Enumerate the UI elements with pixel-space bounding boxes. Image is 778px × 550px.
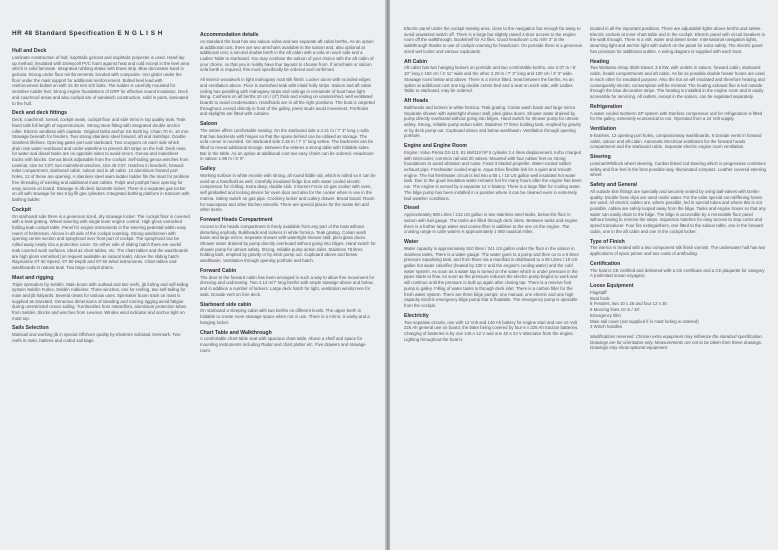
section-heading: Mast and rigging bbox=[12, 274, 54, 281]
list-item: Emergency tiller bbox=[590, 312, 622, 318]
section-col2-cont-1 bbox=[200, 77, 376, 117]
section-aft-heads bbox=[404, 98, 582, 139]
section-col4-cont-0 bbox=[590, 26, 766, 55]
section-body: Mainsail and working jib in special Offshore quality by Elvström Sobstad, Denmark. Two reefs in main, battens and coded sail bags. bbox=[12, 332, 181, 344]
section-body: Bulkheads and lockers in white formica. Teak grating. Corian wash basin and large mirror. Separate shower with watertight shower stall, plexi glass doors. Shower water drained by pump directly overboard without going into bilges. Hand switch for shower pump for utmost safety. Strong, reliable pump action toilet. Stainless 77 litres holding tank, emptied by gravity or by deck pump out. Cupboard above and below washbasin. Ventilation through opening porthole. bbox=[404, 104, 581, 139]
section-body: As standard the boat has two saloon sofas and two separate aft cabin berths. As an option at additional cost, there are two armchairs available in the saloon and, also optional at additional cost, a second double berth in the aft cabin with a sofa on each side and a Ladies Table to starboard. You may combine the saloon of your choice with the aft cabin of your choice, so that you in reality have four layouts to choose from. If armchairs or saloon sofa berth is required, this must specifically be ordered and confirmed. bbox=[200, 38, 374, 73]
section-body: Access to the heads compartment is freely available from any part of the boat without disturbing anybody. Bulkheads and lockers in white formica. Teak grating. Corian wash basin and large mirror. Separate shower with watertight shower stall, plexi glass doors. Shower water drained by pump directly overboard without going into bilges. Hand switch for shower pump for utmost safety. Strong, reliable pump action toilet. Stainless 78 litres holding tank, emptied by gravity or by deck pump out. Cupboard above and below washbasin. Ventilation through opening porthole and hatch. bbox=[200, 223, 376, 264]
section-body: Deck, coachroof, toerail, cockpit seats, cockpit floor and side trims in top quality teak. Teak hand rails full length of superstructure. Strong stem fitting with integrated double anchor roller. Electric windlass with capstan. Original Delta anchor SS 8x25 kg. Chain 70 m, 10 mm. Stowage beneath for fenders. Two strong stainless steel forward, aft and midships. Double stainless lifelines. Opening gates port and starboard. Two scuppers on each side which drain rain water overboard and under waterline to prevent dirt stripe on the hull. Deck rows for water and diesel tanks are on opposite sides to avoid errors. Genoa and mainsheet tracks with blocks. Genoa block adjustable from the cockpit. Self-tailing genoa winches from Lewmar, size 54 CST, two mainsheet winches, size 46 CST. Hatches in foredeck, forward toilet compartment, starboard cabin, saloon and in aft cabin. 13 aluminium framed port holes, 12 of these are opening. A stainless steel swim ladder ladder fits the mast for problem free threading of existing and additional mast cables. Pulpit and pushpit have opening for easy access on board. Stowage in aft deck lazarette locker. There is a separate gas locker on aft with stowage for two 6 kg fill gas cylinders. Integrated bathing platform in transom with bathing ladder. bbox=[12, 117, 190, 202]
section-heading: Sails Selection bbox=[12, 325, 49, 332]
section-body: A water cooled Isotherm SP system with Danfoss compressor unit for refrigeration is fitted for the galley, extremely economical to run. Operated from a 24 Volt supply. bbox=[590, 110, 763, 122]
column-1 bbox=[12, 48, 190, 348]
section-type-of-finish bbox=[590, 239, 766, 257]
section-body: The door to the forward cabin has been arranged in such a way to allow free movement for dressing and undressing. Two 2.13 m/7' long berths with ample stowage above and below, and in addition a number of lockers. Large deck hatch for light, ventilation windscreen for sails. Dorade vent on fore deck. bbox=[200, 274, 375, 297]
section-sails-selection bbox=[12, 325, 190, 343]
section-body: Lewmar/Whitlock wheel steering. Cardan linked rod steering which is progressive combines safety and fine feel in the best possible way. Illuminated compass. Leather covered steering wheel. bbox=[590, 160, 766, 178]
section-mast-and-rigging bbox=[12, 275, 190, 322]
section-diesel bbox=[404, 205, 582, 235]
section-heading: Engine and Engine Room bbox=[404, 143, 467, 150]
section-heading: Refrigeration bbox=[590, 103, 623, 110]
section-heating bbox=[590, 59, 766, 100]
section-heading: Heating bbox=[590, 58, 610, 65]
section-starboard-side-cabin bbox=[200, 302, 376, 326]
section-engine-and-engine-room bbox=[404, 143, 582, 201]
section-body: Laminate construction of hull; isophtalic gelcoat and isophtalic polyester is used. Hand lay-up method, insulated with Divinycell PVC foam against heat and cold except in the keel area which is solid laminate. Integrated rubbing strake with brass strip. Blue decorative band in gelcoat. Strong under floor reinforcements, bonded with composite. Iron girder under the floor under the mast support for additional reinforcement. Bolted keel lead with reinforcement bolted on with 15 30 mm S/S bolts. The rudder is carefully mounted for sensitive rudder feel. Strong engine foundations of GRP for effective sound insulation. Deck and coachroof areas and also cockpit are of sandwich construction, solid in parts, laminated to the hull. bbox=[12, 54, 190, 106]
section-water bbox=[404, 239, 582, 309]
section-col4-cont-9 bbox=[590, 334, 766, 351]
section-heading: Galley bbox=[200, 166, 216, 173]
section-col3-cont-0 bbox=[404, 26, 582, 55]
section-body: The interior is treated with a two component silk finish varnish. The underwater hull has two applications of epoxi primer and two coats of antifouling. bbox=[590, 245, 766, 257]
section-body: 5-hatches, 12 opening port holes, companionway washboards, 5 Dorade vents in forward cabin, saloon and aft cabin. Automatic Electrical ventilators for the forward heads compartment and the starboard cabin. Separate electric engine room ventilation. bbox=[590, 132, 762, 150]
section-body: located in all the important positions. There are adjustable lights above berths and settee. Electric sockets at inner chart table and in the cockpit. Electric panel with circuit breakers in the walk through. There is a volt, water and diesel meter. International navigation lights, steaming light and anchor light with switch on the panel for extra safety. The electric panel has provision for additional outlets. A wiring diagram is supplied with each boat. bbox=[590, 26, 766, 54]
section-safety-and-general bbox=[590, 182, 766, 235]
section-heading: Aft Cabin bbox=[404, 58, 428, 65]
section-body: On starboard side there is a generous sized, dry stowage locker. The cockpit floor is covered with a teak grating. Wheel steering with single lever engine control. High gloss varnished folding teak cockpit table. Panel for engine instruments in the steering pedestal within easy reach of helmsman. Alcove in aft side of the cockpit coaming. Strong windscreen with opening centre section and sprayhood over front part of cockpit. The sprayhood can be rolled away neatly into a protective cover. On either side of sliding hatch there are useful teak covered work surfaces. Ideal as chart tables, etc. The chart tables and the washboards are high gloss varnished (on request available as natural teak). Above the sliding hatch Raymarine ST 60 Speed, ST 60 Depth and ST 60 Wind instruments. Chart tables and washboards in natural teak. Two large cockpit drains. bbox=[12, 213, 190, 270]
section-heading: Safety and General bbox=[590, 181, 637, 188]
section-body: Two separate circuits, one with 12 Volt and 140 Ah battery for engine start and one 24 Volt 225 Ah general use on board, the latter being covered by four 6 v 225 Ah traction batteries. Charging of batteries is by one 140 A 12 V and one 40 A 24 V alternator from the engine. Lighting throughout the boat is bbox=[404, 319, 579, 342]
section-saloon bbox=[200, 121, 376, 162]
section-heading: Electricity bbox=[404, 312, 429, 319]
section-heading: Chart Table and Walkthrough bbox=[200, 329, 272, 336]
section-body: Approximately 600 Litres / 212 US gallon in two stainless steel tanks, below the floor in saloon with fuel gauge. The tanks are filled through deck inlets. Between tanks and engine there is a further large water and coarse filter in addition to the one on the engine. The cruising range in calm waters is approximately 1 060 nautical miles. bbox=[404, 212, 578, 235]
section-steering bbox=[590, 154, 766, 178]
section-heading: Hull and Deck bbox=[12, 48, 47, 54]
section-forward-cabin bbox=[200, 268, 376, 298]
section-body: Aft cabin has two hanging lockers on portside and two comfortable berths, one 2.07 m / 6' 10" long x 150 cm / 4' 11" wide and the other 2.20 m / 7' 3" long and 100 cm / 3' 3" wide. Stowage room below and above. There is a mirror fitted. Seat between the berths. As an option at additional cost one big double centre bed and a seat on each side, with Ladies Table to starboard, may be ordered. bbox=[404, 65, 577, 94]
column-4 bbox=[590, 26, 766, 355]
section-heading: Starboard side cabin bbox=[200, 301, 252, 308]
section-body: Water capacity is approximately 910 litres / 241 US gallon under the floor in the saloon in stainless tanks. There is a water gauge. The water goes to a pump and then on to a 5 litres pressure equalising tank, and from there via a manifold is distributed to a 55 Litres / 15 US gallon hot water calorifier (heated by 230 V and the engine's cooling water) and the cold water system. As soon as a water tap is turned on the water which is under pressure in the pipes starts to flow. As soon as the pressure reduces the electric pump begins to work and will continue until the pressure is built up again after closing tap. There is a reserve foot pump in galley. Filling of water tanks is through deck inlet. There is a carbon filter for the fresh water system. There are three bilge pumps: one manual, one electric and one high capacity electric emergency bilge pump that is floatable. The emergency pump is operable from the cockpit. bbox=[404, 245, 579, 308]
section-body: On starboard a sleeping cabin with two berths on different levels. The upper berth is foldable to create more stowage space when not in use. There is a mirror, a vanity and a hanging locker. bbox=[200, 308, 370, 325]
document-title: HR 48 Standard Specification E N G L I S H bbox=[12, 30, 163, 37]
list-item: 3 Winch handles bbox=[590, 324, 623, 330]
section-body: All interior woodwork in light mahogany matt silk finish. Locker doors with rounded edges and ventilation above. Floor is varnished teak with inlaid holly strips. Saloon and aft cabin ceiling has panelling with mahogany strips and ceilings in remainder of boat have light lining. Cushions on all berths 10 cm / (4") thick and resting on unvarnished, well ventilated boards to avoid condensation. Handholds are in all the right positions. The boat is carpeted throughout, except directly in front of the galley, press studs avoid movement. Portholes and skylights are fitted with curtains. bbox=[200, 77, 375, 117]
equipment-list bbox=[590, 290, 766, 330]
section-heading: Forward Cabin bbox=[200, 267, 237, 274]
section-body: Electric panel under the cockpit seating area, close to the navigation but enough far away to avoid unwanted switch off. There is a large but slightly raised 2-door access to the engine room off the walkthrough. Bookshelf for A4 files. Good headroom 1.91 m/6' 3" in the walkthrough thanks to use of cockpit coaming for headroom. On portside there is a generous sized wet locker and various cupboards. bbox=[404, 26, 582, 54]
column-3 bbox=[404, 26, 582, 346]
section-body: The boat is CE certified and delivered with a CE certificate and a CE plaquette for category A (unlimited ocean voyages). bbox=[590, 267, 765, 279]
list-item: 6 Mooring lines 10 m / 33' bbox=[590, 307, 640, 313]
section-heading: Aft Heads bbox=[404, 97, 429, 104]
section-body: Triple spreaders by Seldén. Main boom with outhaul and two reefs, jib furling and self-tailing system Seldén Furlex. Seldén rodkicker. Three winches, one for reefing, two self-tailing for main and jib halyards. Several cleats for various uses. Spinnaker boom track on mast is supplied as standard. Generous dimensions of standing and running rigging avoid fatigue during unrestricted ocean sailing. Turnbuckles from Hasselfors, aluminium protection tubes from Seldén, blocks and winches from Lewmar. Windex wind indicator and anchor light on mast top. bbox=[12, 281, 189, 321]
section-body: Two Webasto Airtop 3500 Diesel, 3.5 kW, with outlets in saloon, forward cabin, starboard cabin, heads compartments and aft cabin. As far as possible double heater hoses are used in each other for insulated purpose. Also the hot air will insulated and therefore heating and consequently electric consumption will be minimal. The heating exhaust flue is led outside through the blue decorative stripe. The heating is installed in the engine room and is easily accessible for servicing. All outlets, except in the saloon, can be regulated separately. bbox=[590, 65, 765, 99]
section-forward-heads-compartment bbox=[200, 217, 376, 264]
left-page bbox=[0, 0, 388, 550]
section-heading: Steering bbox=[590, 153, 611, 160]
section-heading: Saloon bbox=[200, 121, 218, 128]
section-heading: Deck and deck fittings bbox=[12, 110, 68, 117]
section-heading: Diesel bbox=[404, 205, 420, 212]
section-body: Modifications reserved. Chosen extra equipment may influence the standard specification. Drawings are for orientation only. Measurements are not to be taken from these drawings. Drawings may show optional equipment. bbox=[590, 333, 763, 351]
section-deck-and-deck-fittings bbox=[12, 110, 190, 202]
section-heading: Cockpit bbox=[12, 206, 32, 213]
section-loose-equipment bbox=[590, 283, 766, 330]
section-heading: Certification bbox=[590, 260, 621, 267]
section-accommodation-details bbox=[200, 32, 376, 73]
section-ventilation bbox=[590, 126, 766, 150]
list-item: 8 Fenders, two 10 x 25 and four 12 x 30 bbox=[590, 301, 667, 307]
section-body: Working surface in white Avonite with strong, all round fiddle rail, which is rolled so it can be used as a handhold as well. Carefully insulated fridge box with water cooled electric compressor for chilling. Extra deep, double sink. 2-burner Force 10 gas cooker with oven, self gimballed and locking device for oven door and also for the cooker when in use in the marina. Safety switch on gas pipe. Crockery locker and cutlery drawer. Bread board. Room for saucepans and other kitchen utensils. There are special places for the waste bin and other items. bbox=[200, 173, 376, 213]
right-page bbox=[390, 0, 778, 550]
section-cockpit bbox=[12, 207, 190, 271]
section-body: The settee offers comfortable seating. On the starboard side a 2.21 m / 7' 3" long L-sofa that has backrests with hinges so that the space behind can be utilised as storage. The sofa corner is rounded. On starboard side 2.15 m / 7' 1" long settee. The backrests can be lifted to reveal additional storage. Between the settees a strong table with foldable sides. Bar in the table. As an option at additional cost two easy chairs can be ordered. Headroom in saloon 1.99 m / 6' 6". bbox=[200, 127, 374, 162]
section-heading: Accommodation details bbox=[200, 32, 259, 38]
section-galley bbox=[200, 166, 376, 213]
section-heading: Type of Finish bbox=[590, 238, 625, 245]
section-aft-cabin bbox=[404, 59, 582, 94]
section-certification bbox=[590, 261, 766, 279]
section-heading: Ventilation bbox=[590, 125, 617, 132]
section-heading: Loose Equipment bbox=[590, 283, 634, 290]
section-body: All outside skin fittings are specially and securely sealed by using ball-valves with Delrin-quality. Double hose clips are used under water. For the toilet special non-stiffening hoses are used. All electric cables are, where possible, led in special tubes and where this is not possible, cables are safely looped away from the bilge. Tanks and engine hoses so that any water can easily drain to the bilge. The bilge is accessible by a removable floor panel without having to remove the steps. Inspection hatches for easy access to stop cocks and speed transducer. Four fire extinguishers, one fitted to the saloon table, one in the forward cabin, one in the aft cabin and one in the cockpit locker. bbox=[590, 188, 766, 234]
section-electricity bbox=[404, 313, 582, 343]
section-body: A comfortable chart table seat with spacious chart table. Above a shelf and space for mounting instruments including Radar and chart plotter etc. Five drawers and stowage room. bbox=[200, 336, 366, 353]
section-heading: Water bbox=[404, 239, 419, 246]
list-item: Main sail cover (not supplied if in mast furling is ordered) bbox=[590, 318, 699, 324]
list-item: Flagstaff bbox=[590, 290, 607, 296]
section-chart-table-and-walkthrough bbox=[200, 330, 376, 354]
section-refrigeration bbox=[590, 104, 766, 122]
section-body: Engine: Volvo Penta D3-110, 81 kW/110 hP 5 cylinder 2.4 litres displacement, turbo charged with intercooler, common rail and 20 valves. Mounted with four rubber feet on strong foundations to avoid vibration and noise. Fixed 3 bladed propeller. Water-cooled rubber exhaust pipe. Freshwater cooled engine. Aqua Drive flexible link for a quiet and smooth engine. The hot freshwater circuit is led into a 55 L / 15 US gallon well insulated hot water tank. Due to the good insulation water remains hot for many hours after the engine has been run. The engine is served by a separate 12 V battery. There is a large filter for cooling water. The bilge pump has been installed in a position where it can be cleaned even in extremely bad weather conditions. bbox=[404, 149, 582, 201]
column-2 bbox=[200, 32, 376, 358]
section-hull-and-deck bbox=[12, 48, 190, 106]
section-heading: Forward Heads Compartment bbox=[200, 217, 273, 223]
list-item: Boat hook bbox=[590, 295, 610, 301]
